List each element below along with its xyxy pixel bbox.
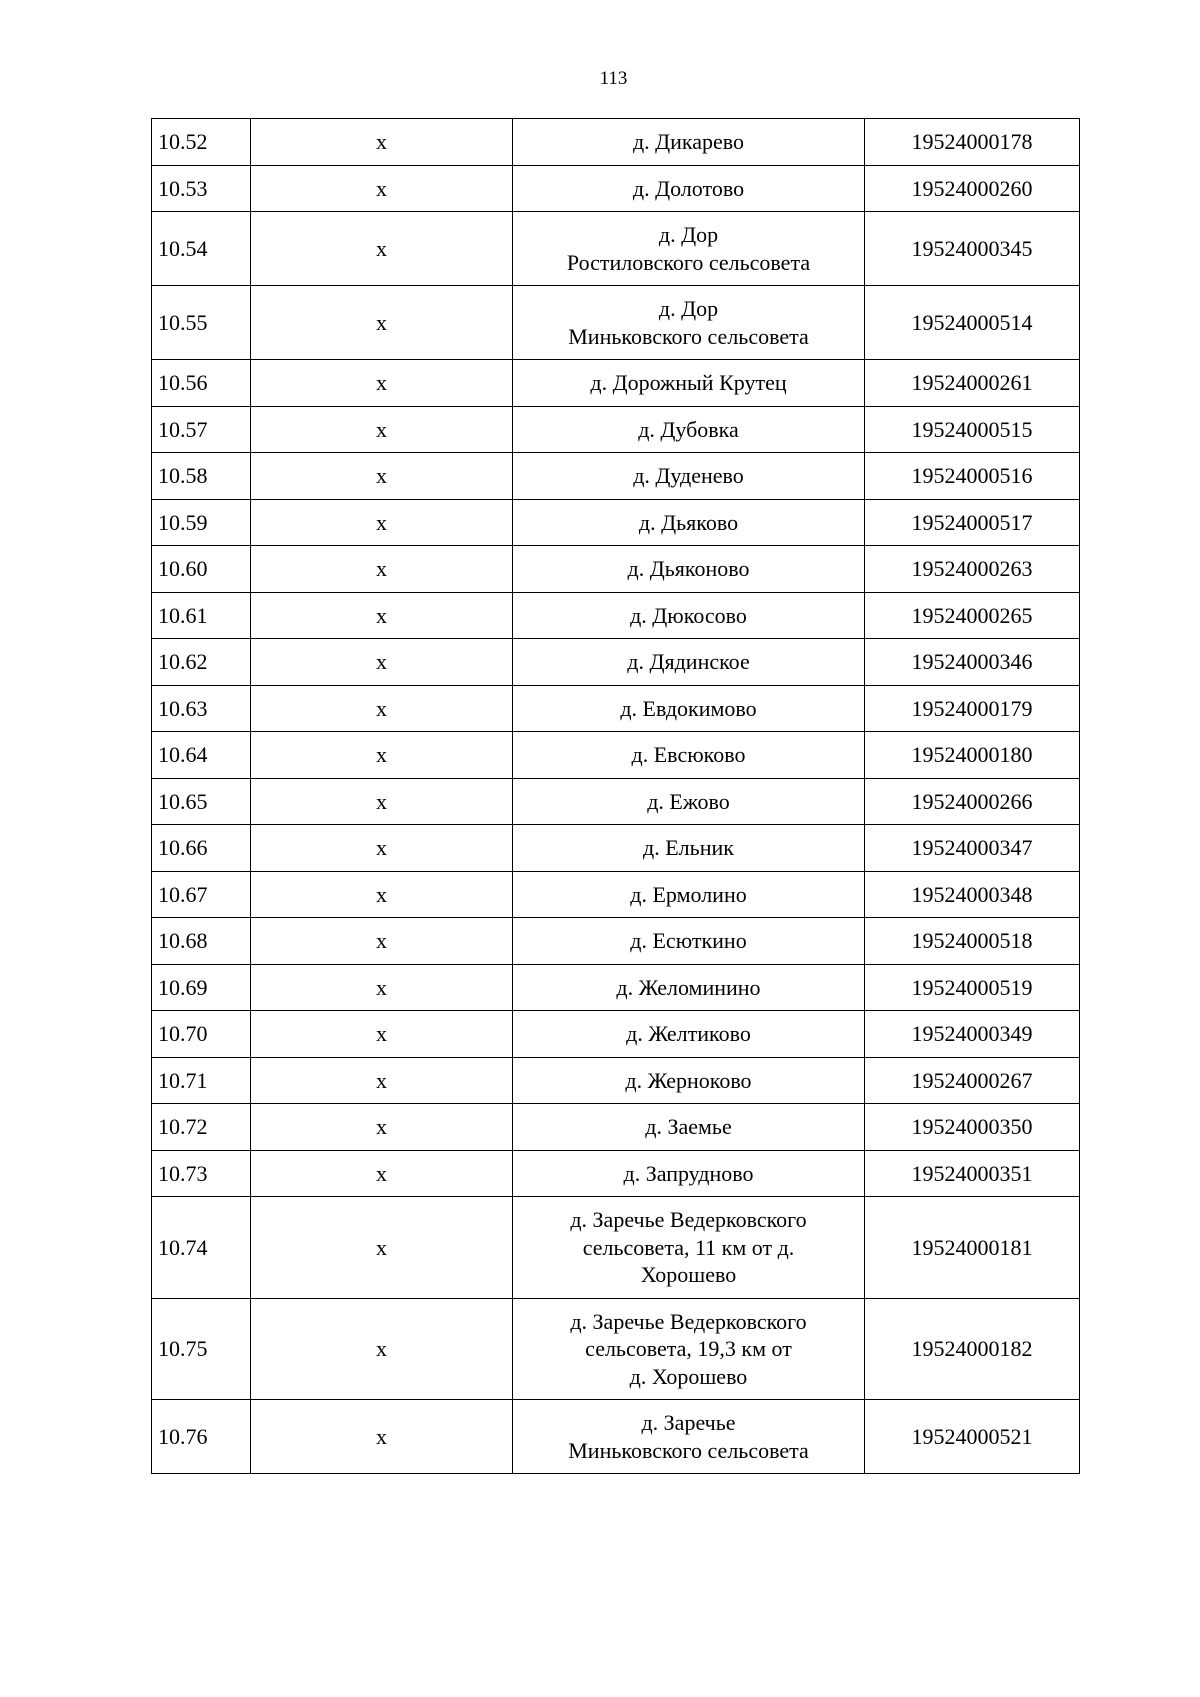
table-row xyxy=(152,639,1080,686)
settlement-name-line: д. Есюткино xyxy=(630,928,747,953)
oktmo-code-cell: 19524000265 xyxy=(865,592,1080,639)
settlement-name-line: д. Хорошево xyxy=(629,1363,748,1389)
mark-cell: х xyxy=(251,1011,513,1058)
settlement-name-line: д. Евсюково xyxy=(631,742,746,767)
row-number-cell: 10.75 xyxy=(152,1298,251,1400)
settlement-name-cell xyxy=(513,918,865,965)
settlement-name-line: д. Ермолино xyxy=(630,881,747,907)
oktmo-code-cell: 19524000351 xyxy=(865,1150,1080,1197)
oktmo-code-cell: 19524000517 xyxy=(865,499,1080,546)
row-number-cell: 10.56 xyxy=(152,360,251,407)
settlement-name-line: д. Дорожный Крутец xyxy=(590,370,787,395)
oktmo-code-cell: 19524000345 xyxy=(865,212,1080,286)
settlement-name-cell xyxy=(513,1298,865,1400)
settlement-name-line: д. Ельник xyxy=(643,835,734,860)
oktmo-code-cell: 19524000181 xyxy=(865,1197,1080,1299)
oktmo-code-cell: 19524000346 xyxy=(865,639,1080,686)
table-row xyxy=(152,964,1080,1011)
settlement-name-cell xyxy=(513,119,865,166)
mark-cell: х xyxy=(251,406,513,453)
settlement-name-cell xyxy=(513,453,865,500)
settlement-name-cell xyxy=(513,1104,865,1151)
table-row xyxy=(152,360,1080,407)
settlement-name-line: Хорошево xyxy=(640,1262,737,1287)
table-row xyxy=(152,685,1080,732)
row-number-cell: 10.66 xyxy=(152,825,251,872)
oktmo-code-cell: 19524000347 xyxy=(865,825,1080,872)
row-number-cell: 10.72 xyxy=(152,1104,251,1151)
mark-cell: х xyxy=(251,1400,513,1474)
settlement-name-line: д. Заречье Ведерковского xyxy=(570,1207,807,1232)
settlement-name-cell xyxy=(513,825,865,872)
table-row xyxy=(152,165,1080,212)
settlement-name-line: д. Дикарево xyxy=(632,129,745,154)
settlement-name-line: д. Дьяково xyxy=(638,509,739,535)
page-number: 113 xyxy=(599,68,628,89)
mark-cell: х xyxy=(251,732,513,779)
table-row xyxy=(152,732,1080,779)
oktmo-code-cell: 19524000266 xyxy=(865,778,1080,825)
table-row xyxy=(152,1150,1080,1197)
oktmo-code-cell: 19524000261 xyxy=(865,360,1080,407)
oktmo-code-cell: 19524000515 xyxy=(865,406,1080,453)
settlement-name-line: д. Дядинское xyxy=(627,649,750,674)
settlement-name-cell xyxy=(513,212,865,286)
settlement-name-line: д. Евдокимово xyxy=(620,695,757,721)
row-number-cell: 10.55 xyxy=(152,286,251,360)
settlement-name-line: д. Желтиково xyxy=(626,1021,751,1046)
settlement-name-line: д. Дор xyxy=(658,296,719,321)
mark-cell: х xyxy=(251,964,513,1011)
table-row xyxy=(152,453,1080,500)
mark-cell: х xyxy=(251,165,513,212)
table-row xyxy=(152,592,1080,639)
oktmo-code-cell: 19524000260 xyxy=(865,165,1080,212)
settlement-name-cell xyxy=(513,499,865,546)
settlement-name-line: д. Ежово xyxy=(647,788,730,814)
settlement-name-cell xyxy=(513,1011,865,1058)
table-row xyxy=(152,1400,1080,1474)
row-number-cell: 10.64 xyxy=(152,732,251,779)
row-number-cell: 10.62 xyxy=(152,639,251,686)
oktmo-code-cell: 19524000514 xyxy=(865,286,1080,360)
row-number-cell: 10.74 xyxy=(152,1197,251,1299)
table-row xyxy=(152,1057,1080,1104)
table-row xyxy=(152,286,1080,360)
oktmo-code-cell: 19524000350 xyxy=(865,1104,1080,1151)
oktmo-code-cell: 19524000178 xyxy=(865,119,1080,166)
row-number-cell: 10.60 xyxy=(152,546,251,593)
settlement-name-line: д. Дуденево xyxy=(633,463,744,488)
oktmo-code-cell: 19524000516 xyxy=(865,453,1080,500)
table-row xyxy=(152,871,1080,918)
table-row xyxy=(152,778,1080,825)
oktmo-code-cell: 19524000180 xyxy=(865,732,1080,779)
mark-cell: х xyxy=(251,918,513,965)
oktmo-code-cell: 19524000349 xyxy=(865,1011,1080,1058)
settlement-name-cell xyxy=(513,1197,865,1299)
settlement-name-line: д. Дьяконово xyxy=(627,556,750,581)
oktmo-code-cell: 19524000267 xyxy=(865,1057,1080,1104)
settlement-name-cell xyxy=(513,964,865,1011)
mark-cell: х xyxy=(251,825,513,872)
oktmo-code-cell: 19524000179 xyxy=(865,685,1080,732)
settlement-name-cell xyxy=(513,592,865,639)
row-number-cell: 10.61 xyxy=(152,592,251,639)
row-number-cell: 10.67 xyxy=(152,871,251,918)
row-number-cell: 10.52 xyxy=(152,119,251,166)
row-number-cell: 10.53 xyxy=(152,165,251,212)
table-row xyxy=(152,918,1080,965)
settlement-name-line: Миньковского сельсовета xyxy=(568,1437,809,1463)
settlement-name-cell xyxy=(513,1400,865,1474)
mark-cell: х xyxy=(251,212,513,286)
settlement-name-line: сельсовета, 11 км от д. xyxy=(582,1234,795,1260)
table-body xyxy=(152,119,1080,1474)
mark-cell: х xyxy=(251,1057,513,1104)
settlement-name-line: Ростиловского сельсовета xyxy=(566,249,811,275)
row-number-cell: 10.59 xyxy=(152,499,251,546)
settlement-name-cell xyxy=(513,165,865,212)
oktmo-code-cell: 19524000519 xyxy=(865,964,1080,1011)
settlement-name-line: д. Дюкосово xyxy=(630,602,747,628)
oktmo-code-cell: 19524000518 xyxy=(865,918,1080,965)
settlement-name-cell xyxy=(513,871,865,918)
settlement-name-cell xyxy=(513,685,865,732)
mark-cell: х xyxy=(251,360,513,407)
settlement-name-line: д. Заемье xyxy=(645,1114,732,1139)
settlement-name-line: д. Запрудново xyxy=(623,1160,754,1186)
mark-cell: х xyxy=(251,685,513,732)
settlement-name-line: д. Заречье xyxy=(641,1410,736,1435)
row-number-cell: 10.71 xyxy=(152,1057,251,1104)
table-row xyxy=(152,212,1080,286)
row-number-cell: 10.69 xyxy=(152,964,251,1011)
row-number-cell: 10.57 xyxy=(152,406,251,453)
mark-cell: х xyxy=(251,871,513,918)
mark-cell: х xyxy=(251,286,513,360)
table-row xyxy=(152,406,1080,453)
settlement-table xyxy=(151,118,1080,1474)
oktmo-code-cell: 19524000348 xyxy=(865,871,1080,918)
table-row xyxy=(152,1104,1080,1151)
oktmo-code-cell: 19524000182 xyxy=(865,1298,1080,1400)
settlement-name-cell xyxy=(513,1057,865,1104)
mark-cell: х xyxy=(251,546,513,593)
settlement-name-cell xyxy=(513,286,865,360)
row-number-cell: 10.73 xyxy=(152,1150,251,1197)
mark-cell: х xyxy=(251,1197,513,1299)
settlement-name-cell xyxy=(513,360,865,407)
mark-cell: х xyxy=(251,639,513,686)
table-row xyxy=(152,119,1080,166)
table-row xyxy=(152,499,1080,546)
settlement-name-line: д. Жерноково xyxy=(625,1067,752,1093)
row-number-cell: 10.68 xyxy=(152,918,251,965)
table-row xyxy=(152,825,1080,872)
mark-cell: х xyxy=(251,1298,513,1400)
settlement-name-cell xyxy=(513,546,865,593)
mark-cell: х xyxy=(251,778,513,825)
mark-cell: х xyxy=(251,453,513,500)
row-number-cell: 10.54 xyxy=(152,212,251,286)
settlement-name-cell xyxy=(513,639,865,686)
oktmo-code-cell: 19524000521 xyxy=(865,1400,1080,1474)
row-number-cell: 10.70 xyxy=(152,1011,251,1058)
mark-cell: х xyxy=(251,499,513,546)
mark-cell: х xyxy=(251,1150,513,1197)
row-number-cell: 10.76 xyxy=(152,1400,251,1474)
settlement-name-line: Миньковского сельсовета xyxy=(568,323,809,349)
table-row xyxy=(152,546,1080,593)
settlement-name-cell xyxy=(513,778,865,825)
table-row xyxy=(152,1011,1080,1058)
settlement-name-line: сельсовета, 19,3 км от xyxy=(585,1336,792,1361)
row-number-cell: 10.63 xyxy=(152,685,251,732)
row-number-cell: 10.58 xyxy=(152,453,251,500)
settlement-name-line: д. Дор xyxy=(658,222,719,247)
settlement-name-line: д. Долотово xyxy=(632,175,745,201)
settlement-name-cell xyxy=(513,1150,865,1197)
settlement-name-line: д. Заречье Ведерковского xyxy=(570,1308,807,1334)
mark-cell: х xyxy=(251,1104,513,1151)
settlement-name-line: д. Желоминино xyxy=(616,974,761,1000)
table-row xyxy=(152,1197,1080,1299)
settlement-name-line: д. Дубовка xyxy=(638,416,739,442)
table-row xyxy=(152,1298,1080,1400)
settlement-name-cell xyxy=(513,732,865,779)
mark-cell: х xyxy=(251,119,513,166)
oktmo-code-cell: 19524000263 xyxy=(865,546,1080,593)
settlement-name-cell xyxy=(513,406,865,453)
row-number-cell: 10.65 xyxy=(152,778,251,825)
mark-cell: х xyxy=(251,592,513,639)
